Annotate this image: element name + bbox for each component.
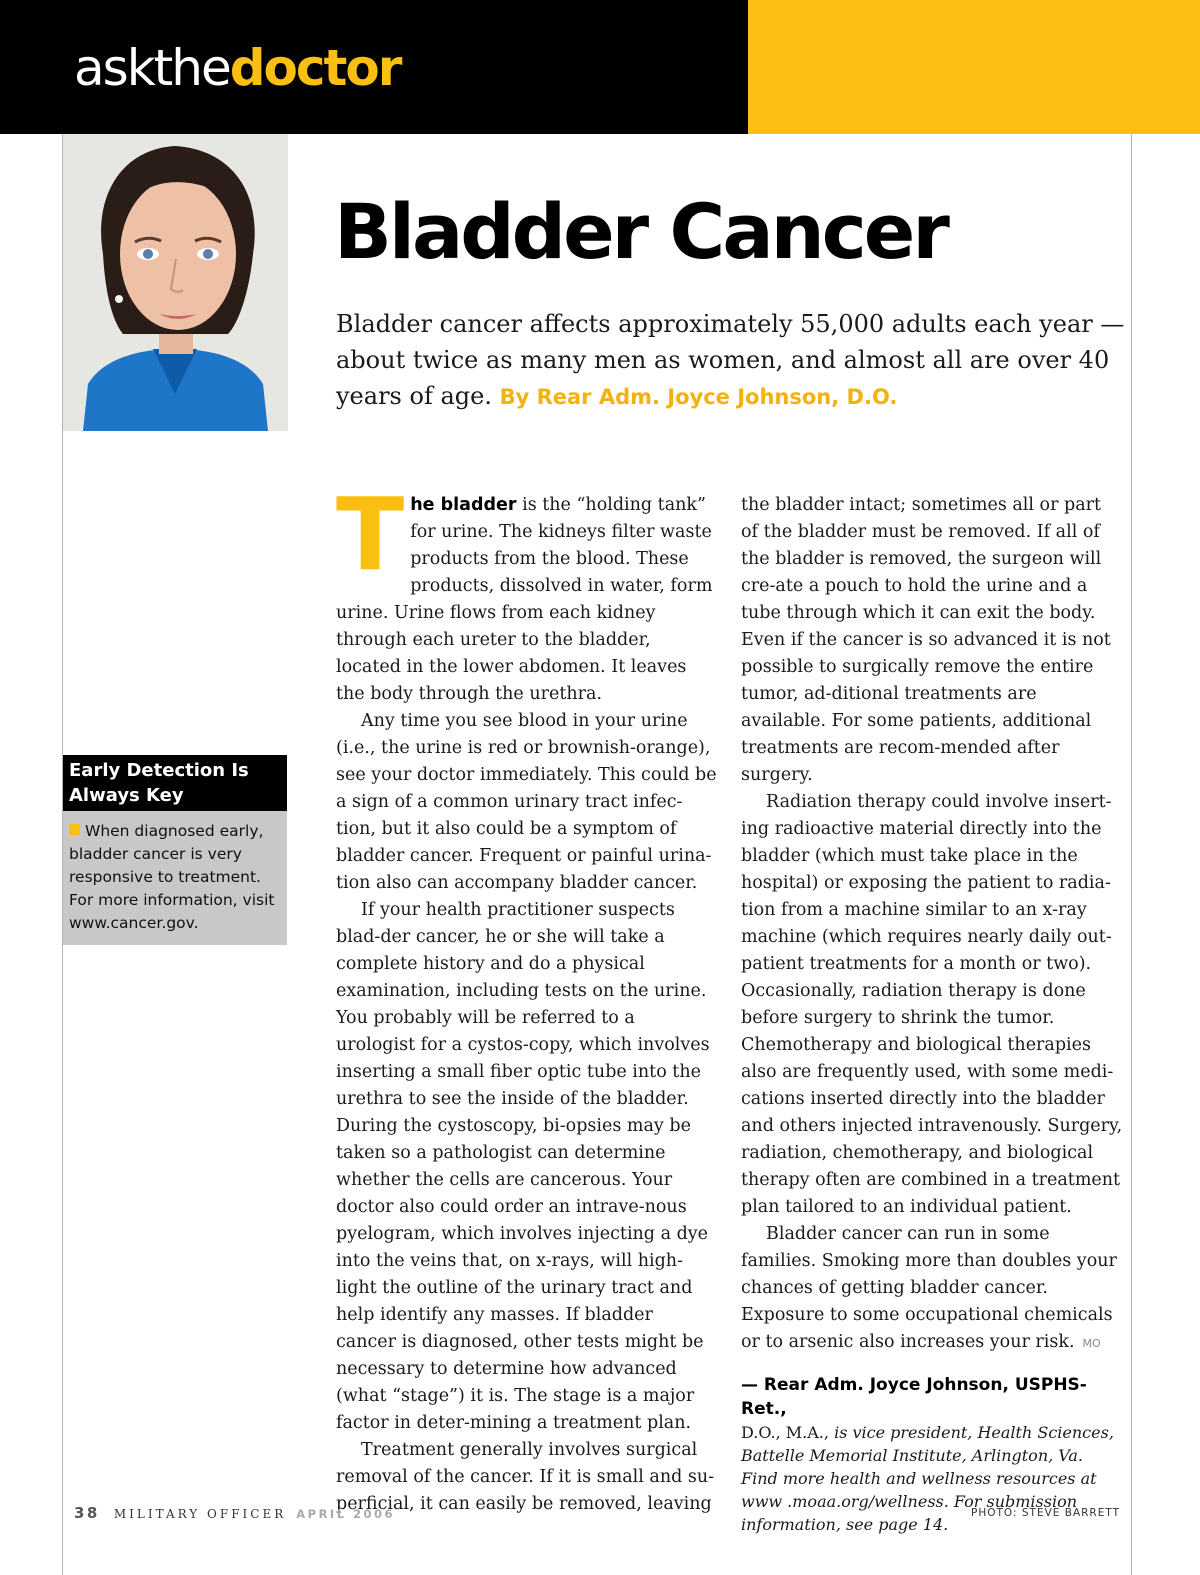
paragraph: If your health practitioner suspects blad-der cancer, he or she will take a complete history and do a physical examination, including tests on the urine. You probably will be referred to a urologist for a cystos-copy, which involves inserting a small fiber optic tube into the urethra to see the inside of the bladder. During the cystoscopy, bi-opsies may be taken so a pathologist can determine whether the cells are cancerous. Your doctor also could order an intrave-nous pyelogram, which involves injecting a dye into the veins that, on x-rays, will high-light the outline of the urinary tract and help identify any masses. If bladder cancer is diagnosed, other tests might be necessary to determine how advanced (what “stage”) it is. The stage is a major factor in deter-mining a treatment plan. bbox=[336, 900, 710, 1433]
drop-cap: T bbox=[336, 476, 405, 593]
sidebar-heading: Early Detection Is Always Key bbox=[63, 755, 287, 811]
photo-credit: PHOTO: STEVE BARRETT bbox=[971, 1507, 1120, 1519]
signature-credentials: D.O., M.A., bbox=[741, 1423, 829, 1442]
issue-date: APRIL 2006 bbox=[296, 1507, 396, 1521]
end-mark: MO bbox=[1082, 1337, 1101, 1350]
bullet-square-icon bbox=[69, 824, 80, 835]
paragraph bbox=[336, 476, 718, 708]
article-title: Bladder Cancer bbox=[334, 187, 947, 276]
paragraph: the bladder intact; sometimes all or part of the bladder must be removed. If all of the bladder is removed, the surgeon will cre-ate a pouch to hold the urine and a tube through which it can exit the body. Even if the cancer is so advanced it is not possible to surgically remove the entire tumor, ad-ditional treatments are available. For some patients, additional treatments are recom-mended after surgery. bbox=[741, 495, 1111, 785]
byline: By Rear Adm. Joyce Johnson, D.O. bbox=[499, 385, 898, 409]
section-brand bbox=[74, 38, 400, 98]
signature-bio: is vice president, Health Sciences, Battelle Memorial Institute, Arlington, Va. Find more health and wellness resources at www .moaa.org/wellness. For submission information, see page 14. bbox=[741, 1423, 1114, 1534]
paragraph-text: is the “holding tank” for urine. The kidneys filter waste products from the blood. These products, dissolved in water, form urine. Urine flows from each kidney through each ureter to the bladder, located in the lower abdomen. It leaves the body through the urethra. bbox=[336, 495, 713, 704]
article-column-1 bbox=[336, 476, 718, 1518]
article-deck bbox=[336, 306, 1126, 415]
sidebar-text: When diagnosed early, bladder cancer is very responsive to treatment. For more information, visit www.cancer.gov. bbox=[69, 822, 275, 932]
article-column-2 bbox=[741, 492, 1123, 1536]
page-number: 38 bbox=[74, 1504, 100, 1522]
page-footer bbox=[74, 1504, 395, 1522]
signature-name: — Rear Adm. Joyce Johnson, USPHS-Ret., bbox=[741, 1375, 1087, 1419]
sidebar-box bbox=[63, 755, 287, 945]
portrait-illustration bbox=[63, 134, 288, 431]
paragraph: Any time you see blood in your urine (i.e., the urine is red or brownish-orange), see your doctor immediately. This could be a sign of a common urinary tract infec-tion, but it also could be a symptom of bladder cancer. Frequent or painful urina-tion also can accompany bladder cancer. bbox=[336, 711, 717, 893]
paragraph-text: Bladder cancer can run in some families. Smoking more than doubles your chances of getting bladder cancer. Exposure to some occupational chemicals or to arsenic also increases your risk. bbox=[741, 1224, 1117, 1352]
author-portrait bbox=[63, 134, 288, 431]
lead-in: he bladder bbox=[410, 495, 517, 515]
deck-text: Bladder cancer affects approximately 55,000 adults each year — about twice as many men as women, and almost all are over 40 years of age. bbox=[336, 310, 1125, 410]
sidebar-body bbox=[63, 811, 287, 945]
right-rule bbox=[1131, 134, 1132, 1575]
brand-ask: askthe bbox=[74, 39, 230, 97]
paragraph: Radiation therapy could involve insert-ing radioactive material directly into the bladder (which must take place in the hospital) or exposing the patient to radia-tion from a machine similar to an x-ray machine (which requires nearly daily out-patient treatments for a month or two). Occasionally, radiation therapy is done before surgery to shrink the tumor. Chemotherapy and biological therapies also are frequently used, with some medi-cations inserted directly into the bladder and others injected intravenously. Surgery, radiation, chemotherapy, and biological therapy often are combined in a treatment plan tailored to an individual patient. bbox=[741, 792, 1123, 1217]
magazine-name: MILITARY OFFICER bbox=[113, 1507, 287, 1521]
header-band-yellow bbox=[748, 0, 1200, 134]
brand-doctor: doctor bbox=[229, 39, 401, 97]
paragraph: Treatment generally involves surgical removal of the cancer. If it is small and su-perficial, it can easily be removed, leaving bbox=[336, 1440, 715, 1514]
paragraph bbox=[741, 1221, 1123, 1357]
